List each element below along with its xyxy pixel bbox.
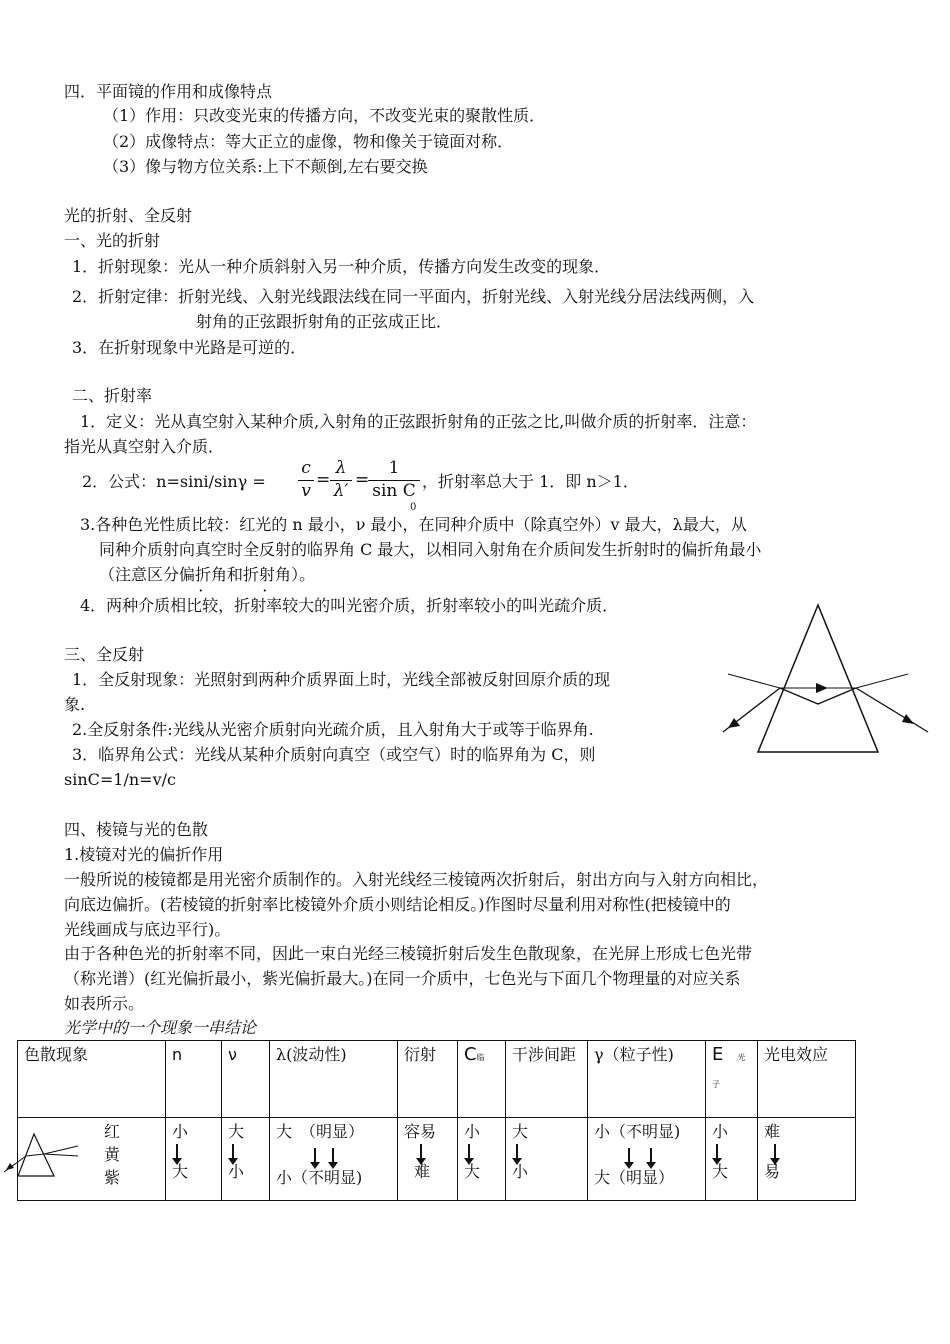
s2-item-3-and: 和 <box>227 565 244 584</box>
cell-critical-angle <box>458 1118 506 1201</box>
fraction-c-over-v <box>298 458 314 501</box>
e-top: 小 <box>712 1122 729 1141</box>
mirror-item-1: （1）作用：只改变光束的传播方向，不改变光束的聚散性质． <box>103 106 546 125</box>
emphasis-deflection-angle: 偏折角 <box>179 565 228 584</box>
photoelectric-bottom: 易 <box>764 1162 781 1181</box>
cell-nu <box>222 1118 270 1201</box>
color-yellow: 黄 <box>104 1145 121 1164</box>
down-arrow-icon <box>468 1144 470 1160</box>
down-arrow-icon <box>716 1144 718 1160</box>
s2-item-3-line-1: 3.各种色光性质比较：红光的 n 最小，ν 最小，在同种介质中（除真空外）v 最大，λ最大，从 <box>80 515 747 534</box>
p2-line-3: 如表所示。 <box>64 994 145 1013</box>
lambda-top: 大 （明显） <box>276 1122 365 1141</box>
c-bottom: 大 <box>464 1162 481 1181</box>
refraction-title: 光的折射、全反射 <box>64 206 193 225</box>
lambda-arrows <box>314 1148 344 1166</box>
color-violet: 紫 <box>104 1168 121 1187</box>
s1-item-2-line-1: 2．折射定律：折射光线、入射光线跟法线在同一平面内，折射光线、入射光线分居法线两侧，入 <box>72 287 755 306</box>
section-1-heading: 一、光的折射 <box>64 231 161 250</box>
fraction-lambda <box>330 458 352 501</box>
normal-left <box>728 674 780 688</box>
fraction-3-numerator: 1 <box>388 458 400 478</box>
s2-item-3-post: ）。 <box>291 565 316 584</box>
down-arrow-icon <box>176 1144 178 1160</box>
header-e-main: E <box>712 1044 724 1065</box>
s3-item-1-line-2: 象. <box>64 695 86 714</box>
header-diffraction: 衍射 <box>398 1041 458 1118</box>
s2-item-4: 4．两种介质相比较，折射率较大的叫光密介质，折射率较小的叫光疏介质． <box>80 596 619 615</box>
dispersion-properties-table <box>17 1040 856 1201</box>
s2-item-2-suffix: ，折射率总大于 1．即 n＞1． <box>422 472 639 491</box>
s3-item-3-line-2: sinC=1/n=v/c <box>64 770 176 789</box>
cell-n <box>166 1118 222 1201</box>
down-arrow-icon <box>332 1148 334 1164</box>
p1-line-2: 向底边偏折。(若棱镜的折射率比棱镜外介质小则结论相反。)作图时尽量利用对称性(把棱镜中的 <box>64 895 731 914</box>
s2-item-3-line-2: 同种介质射向真空时全反射的临界角 C 最大，以相同入射角在介质间发生折射时的偏折角最小 <box>99 540 762 559</box>
header-interference: 干涉间距 <box>506 1041 588 1118</box>
inner-arrowhead <box>816 683 828 693</box>
table-header-row <box>18 1041 856 1118</box>
header-gamma: γ（粒子性) <box>588 1041 706 1118</box>
cell-interference <box>506 1118 588 1201</box>
mirror-heading: 四．平面镜的作用和成像特点 <box>64 82 273 101</box>
c-top: 小 <box>464 1122 481 1141</box>
p2-line-1: 由于各种色光的折射率不同，因此一束白光经三棱镜折射后发生色散现象，在光屏上形成七色光带 <box>64 944 753 963</box>
cell-photon-energy <box>706 1118 758 1201</box>
down-arrow-icon <box>628 1148 630 1164</box>
equals-sign-2: = <box>355 470 370 490</box>
p1-line-1: 一般所说的棱镜都是用光密介质制作的。入射光线经三棱镜两次折射后，射出方向与入射方向相比， <box>64 870 769 889</box>
cell-diffraction <box>398 1118 458 1201</box>
equals-sign-1: = <box>316 470 331 490</box>
n-bottom: 大 <box>172 1162 189 1181</box>
gamma-top: 小（不明显) <box>594 1122 681 1141</box>
section-3-heading: 三、全反射 <box>64 645 145 664</box>
gamma-bottom: 大（明显） <box>594 1168 675 1187</box>
s3-item-2: 2.全反射条件:光线从光密介质射向光疏介质，且入射角大于或等于临界角. <box>72 720 594 739</box>
section-4-heading: 四、棱镜与光的色散 <box>64 820 209 839</box>
cell-gamma <box>588 1118 706 1201</box>
cell-lambda <box>270 1118 398 1201</box>
section-4-sub-1: 1.棱镜对光的偏折作用 <box>64 845 224 864</box>
header-c-main: C <box>464 1044 477 1065</box>
header-photon-energy <box>706 1041 758 1118</box>
s2-item-3-line-3 <box>99 563 315 587</box>
table-caption: 光学中的一个现象一串结论 <box>64 1018 257 1037</box>
s1-item-2-line-2: 射角的正弦跟折射角的正弦成正比． <box>196 312 453 331</box>
s2-item-3-pre: （注意区分 <box>99 565 180 584</box>
header-photoelectric: 光电效应 <box>758 1041 856 1118</box>
interference-bottom: 小 <box>512 1162 529 1181</box>
header-e-sub-1: 光 <box>737 1053 746 1062</box>
fraction-3-denominator: sin C <box>372 481 416 501</box>
down-arrow-icon <box>314 1148 316 1164</box>
e-bottom: 大 <box>712 1162 729 1181</box>
fraction-2-numerator: λ <box>335 458 347 478</box>
header-e-sub-2: 子 <box>712 1080 720 1089</box>
header-nu: ν <box>222 1041 270 1118</box>
color-red: 红 <box>104 1122 121 1141</box>
n-top: 小 <box>172 1122 189 1141</box>
gamma-arrows <box>628 1148 658 1166</box>
s1-item-1: 1．折射现象：光从一种介质斜射入另一种介质，传播方向发生改变的现象． <box>72 257 611 276</box>
fraction-1-denominator: v <box>301 481 311 501</box>
s2-item-1-line-1: 1．定义：光从真空射入某种介质,入射角的正弦跟折射角的正弦之比,叫做介质的折射率．注意： <box>80 412 757 431</box>
p2-line-2: （称光谱）(红光偏折最小，紫光偏折最大。)在同一介质中，七色光与下面几个物理量的对应关系 <box>64 969 741 988</box>
down-arrow-icon <box>232 1144 234 1160</box>
emphasis-refraction-angle: 折射角 <box>243 565 292 584</box>
interference-top: 大 <box>512 1122 529 1141</box>
mini-prism-icon <box>4 1128 94 1188</box>
section-2-heading: 二、折射率 <box>72 386 153 405</box>
down-arrow-icon <box>774 1144 776 1160</box>
header-c-sub: 临 <box>476 1053 485 1062</box>
table-body-row <box>18 1118 856 1201</box>
down-arrow-icon <box>420 1144 422 1160</box>
diffraction-bottom: 难 <box>414 1162 431 1181</box>
header-lambda: λ(波动性) <box>270 1041 398 1118</box>
cell-photoelectric <box>758 1118 856 1201</box>
header-n: n <box>166 1041 222 1118</box>
photoelectric-top: 难 <box>764 1122 781 1141</box>
diffraction-top: 容易 <box>404 1122 437 1141</box>
fraction-1-over-sinc <box>368 458 420 501</box>
s2-item-1-line-2: 指光从真空射入介质． <box>64 437 225 456</box>
prism-refraction-diagram <box>718 600 938 760</box>
header-dispersion: 色散现象 <box>18 1041 166 1118</box>
s2-item-2-prefix: 2．公式：n=sini/sinγ = <box>82 472 266 491</box>
s1-item-3: 3．在折射现象中光路是可逆的． <box>72 338 307 357</box>
fraction-1-numerator: c <box>301 458 311 478</box>
fraction-2-denominator: λ′ <box>333 481 349 501</box>
mirror-item-2: （2）成像特点：等大正立的虚像，物和像关于镜面对称． <box>103 132 514 151</box>
color-list <box>104 1120 120 1189</box>
cell-dispersion <box>18 1118 166 1201</box>
down-arrow-icon <box>650 1148 652 1164</box>
s3-item-1-line-1: 1．全反射现象：光照射到两种介质界面上时，光线全部被反射回原介质的现 <box>72 670 611 689</box>
nu-bottom: 小 <box>228 1162 245 1181</box>
header-critical-angle <box>458 1041 506 1118</box>
normal-right <box>856 674 908 688</box>
formula-subscript: 0 <box>410 502 417 513</box>
down-arrow-icon <box>516 1144 518 1160</box>
lambda-bottom: 小（不明显) <box>276 1168 363 1187</box>
p1-line-3: 光线画成与底边平行)。 <box>64 920 231 939</box>
s3-item-3-line-1: 3．临界角公式：光线从某种介质射向真空（或空气）时的临界角为 C，则 <box>72 745 596 764</box>
prism-triangle <box>758 605 878 752</box>
emergent-arrowhead <box>902 714 914 724</box>
mirror-item-3: （3）像与物方位关系:上下不颠倒,左右要交换 <box>103 157 428 176</box>
nu-top: 大 <box>228 1122 245 1141</box>
